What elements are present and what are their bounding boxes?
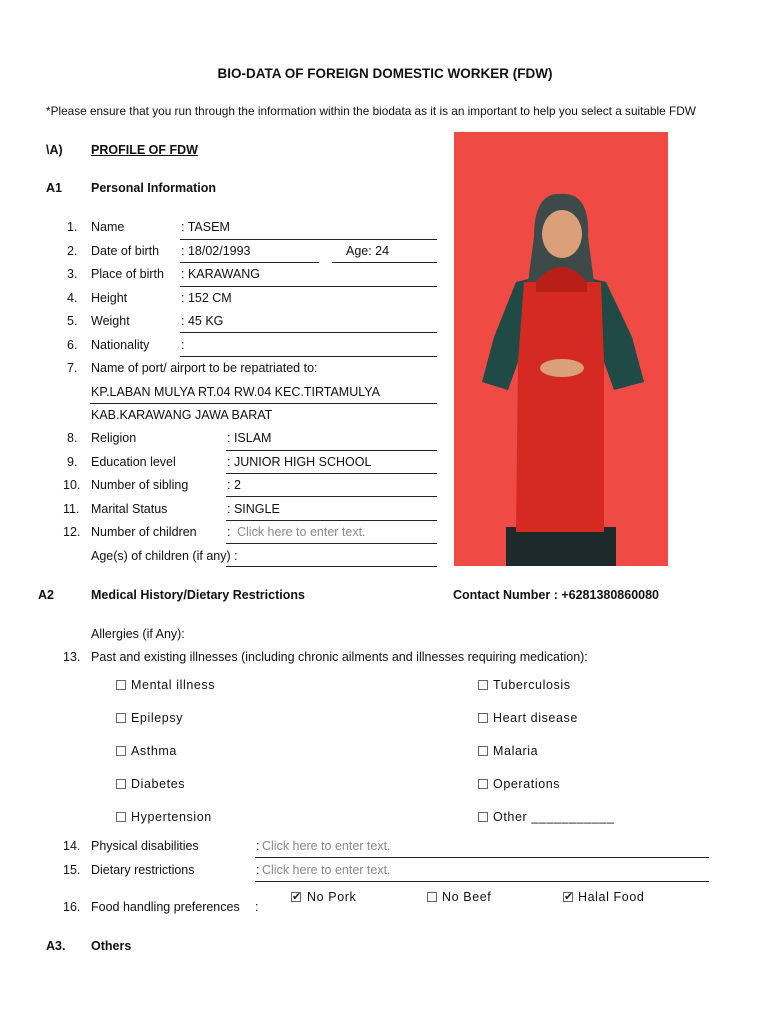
row-number: 1. [67, 220, 78, 234]
sibling-label: Number of sibling [91, 478, 189, 492]
port-address-line1: KP.LABAN MULYA RT.04 RW.04 KEC.TIRTAMULYA [91, 385, 380, 399]
religion-value: : ISLAM [227, 431, 272, 445]
a2-code: A2 [38, 588, 54, 602]
a1-label: Personal Information [91, 181, 217, 195]
row-number: 8. [67, 431, 78, 445]
allergies-label: Allergies (if Any): [91, 627, 185, 641]
hypertension-checkbox[interactable] [116, 812, 126, 822]
tuberculosis-checkbox[interactable] [478, 680, 488, 690]
illness-label: Epilepsy [131, 711, 184, 725]
children-label: Number of children [91, 525, 197, 539]
food-option-label: No Pork [307, 890, 357, 904]
marital-label: Marital Status [91, 502, 168, 516]
operations-checkbox[interactable] [478, 779, 488, 789]
a1-code: A1 [46, 181, 62, 195]
row-number: 7. [67, 361, 78, 375]
mental-illness-checkbox[interactable] [116, 680, 126, 690]
weight-label: Weight [91, 314, 130, 328]
illness-label: Mental illness [131, 678, 216, 692]
document-title: BIO-DATA OF FOREIGN DOMESTIC WORKER (FDW) [217, 66, 553, 81]
illness-label: Other ___________ [493, 810, 615, 824]
education-label: Education level [91, 455, 176, 469]
name-value: : TASEM [181, 220, 230, 234]
row-number: 14. [63, 839, 81, 853]
row-number: 2. [67, 244, 78, 258]
pob-label: Place of birth [91, 267, 164, 281]
food-pref-colon: : [255, 900, 259, 914]
section-a-code: \A) [46, 143, 63, 157]
row-number: 15. [63, 863, 81, 877]
illness-label: Heart disease [493, 711, 578, 725]
port-label: Name of port/ airport to be repatriated to: [91, 361, 318, 375]
illnesses-question: Past and existing illnesses (including chronic ailments and illnesses requiring medication): [91, 650, 588, 664]
food-option-label: Halal Food [578, 890, 645, 904]
dietary-input[interactable]: Click here to enter text. [262, 863, 391, 877]
contact-number: Contact Number : +6281380860080 [453, 588, 660, 602]
heart-disease-checkbox[interactable] [478, 713, 488, 723]
illness-label: Asthma [131, 744, 177, 758]
row-number: 12. [63, 525, 81, 539]
age-value: Age: 24 [346, 244, 390, 258]
height-label: Height [91, 291, 128, 305]
nationality-label: Nationality [91, 338, 150, 352]
intro-note: *Please ensure that you run through the information within the biodata as it is an important to help you select a suitable FDW [46, 104, 696, 118]
children-colon: : [227, 525, 231, 539]
other-checkbox[interactable] [478, 812, 488, 822]
pob-value: : KARAWANG [181, 267, 260, 281]
sibling-value: : 2 [227, 478, 241, 492]
nationality-value: : [181, 338, 185, 352]
height-value: : 152 CM [181, 291, 232, 305]
marital-value: : SINGLE [227, 502, 280, 516]
children-age-label: Age(s) of children (if any) : [91, 549, 238, 563]
dob-value: : 18/02/1993 [181, 244, 251, 258]
row-number: 9. [67, 455, 78, 469]
children-input[interactable]: Click here to enter text. [237, 525, 366, 539]
disabilities-label: Physical disabilities [91, 839, 199, 853]
dob-label: Date of birth [91, 244, 160, 258]
name-label: Name [91, 220, 125, 234]
diabetes-checkbox[interactable] [116, 779, 126, 789]
religion-label: Religion [91, 431, 137, 445]
row-number: 4. [67, 291, 78, 305]
no-pork-checkbox[interactable]: ✔ [292, 891, 302, 903]
illness-label: Hypertension [131, 810, 212, 824]
food-option-label: No Beef [442, 890, 492, 904]
row-number: 5. [67, 314, 78, 328]
row-number: 13. [63, 650, 81, 664]
row-number: 16. [63, 900, 81, 914]
education-value: : JUNIOR HIGH SCHOOL [227, 455, 372, 469]
food-pref-label: Food handling preferences [91, 900, 240, 914]
row-number: 3. [67, 267, 78, 281]
row-number: 6. [67, 338, 78, 352]
a2-label: Medical History/Dietary Restrictions [91, 588, 305, 602]
weight-value: : 45 KG [181, 314, 224, 328]
malaria-checkbox[interactable] [478, 746, 488, 756]
epilepsy-checkbox[interactable] [116, 713, 126, 723]
port-address-line2: KAB.KARAWANG JAWA BARAT [91, 408, 273, 422]
section-a-label: PROFILE OF FDW [91, 143, 198, 157]
illness-label: Malaria [493, 744, 539, 758]
dietary-label: Dietary restrictions [91, 863, 195, 877]
illness-label: Tuberculosis [493, 678, 571, 692]
illness-label: Operations [493, 777, 561, 791]
disabilities-input[interactable]: Click here to enter text. [262, 839, 391, 853]
row-number: 10. [63, 478, 81, 492]
halal-food-checkbox[interactable]: ✔ [564, 891, 574, 903]
row-number: 11. [63, 502, 80, 516]
disabilities-colon: : [256, 839, 260, 853]
no-beef-checkbox[interactable] [427, 892, 437, 902]
person-illustration [454, 132, 668, 566]
a3-label: Others [91, 939, 132, 953]
fdw-photo [454, 132, 668, 566]
asthma-checkbox[interactable] [116, 746, 126, 756]
dietary-colon: : [256, 863, 260, 877]
a3-code: A3. [46, 939, 66, 953]
illness-label: Diabetes [131, 777, 186, 791]
